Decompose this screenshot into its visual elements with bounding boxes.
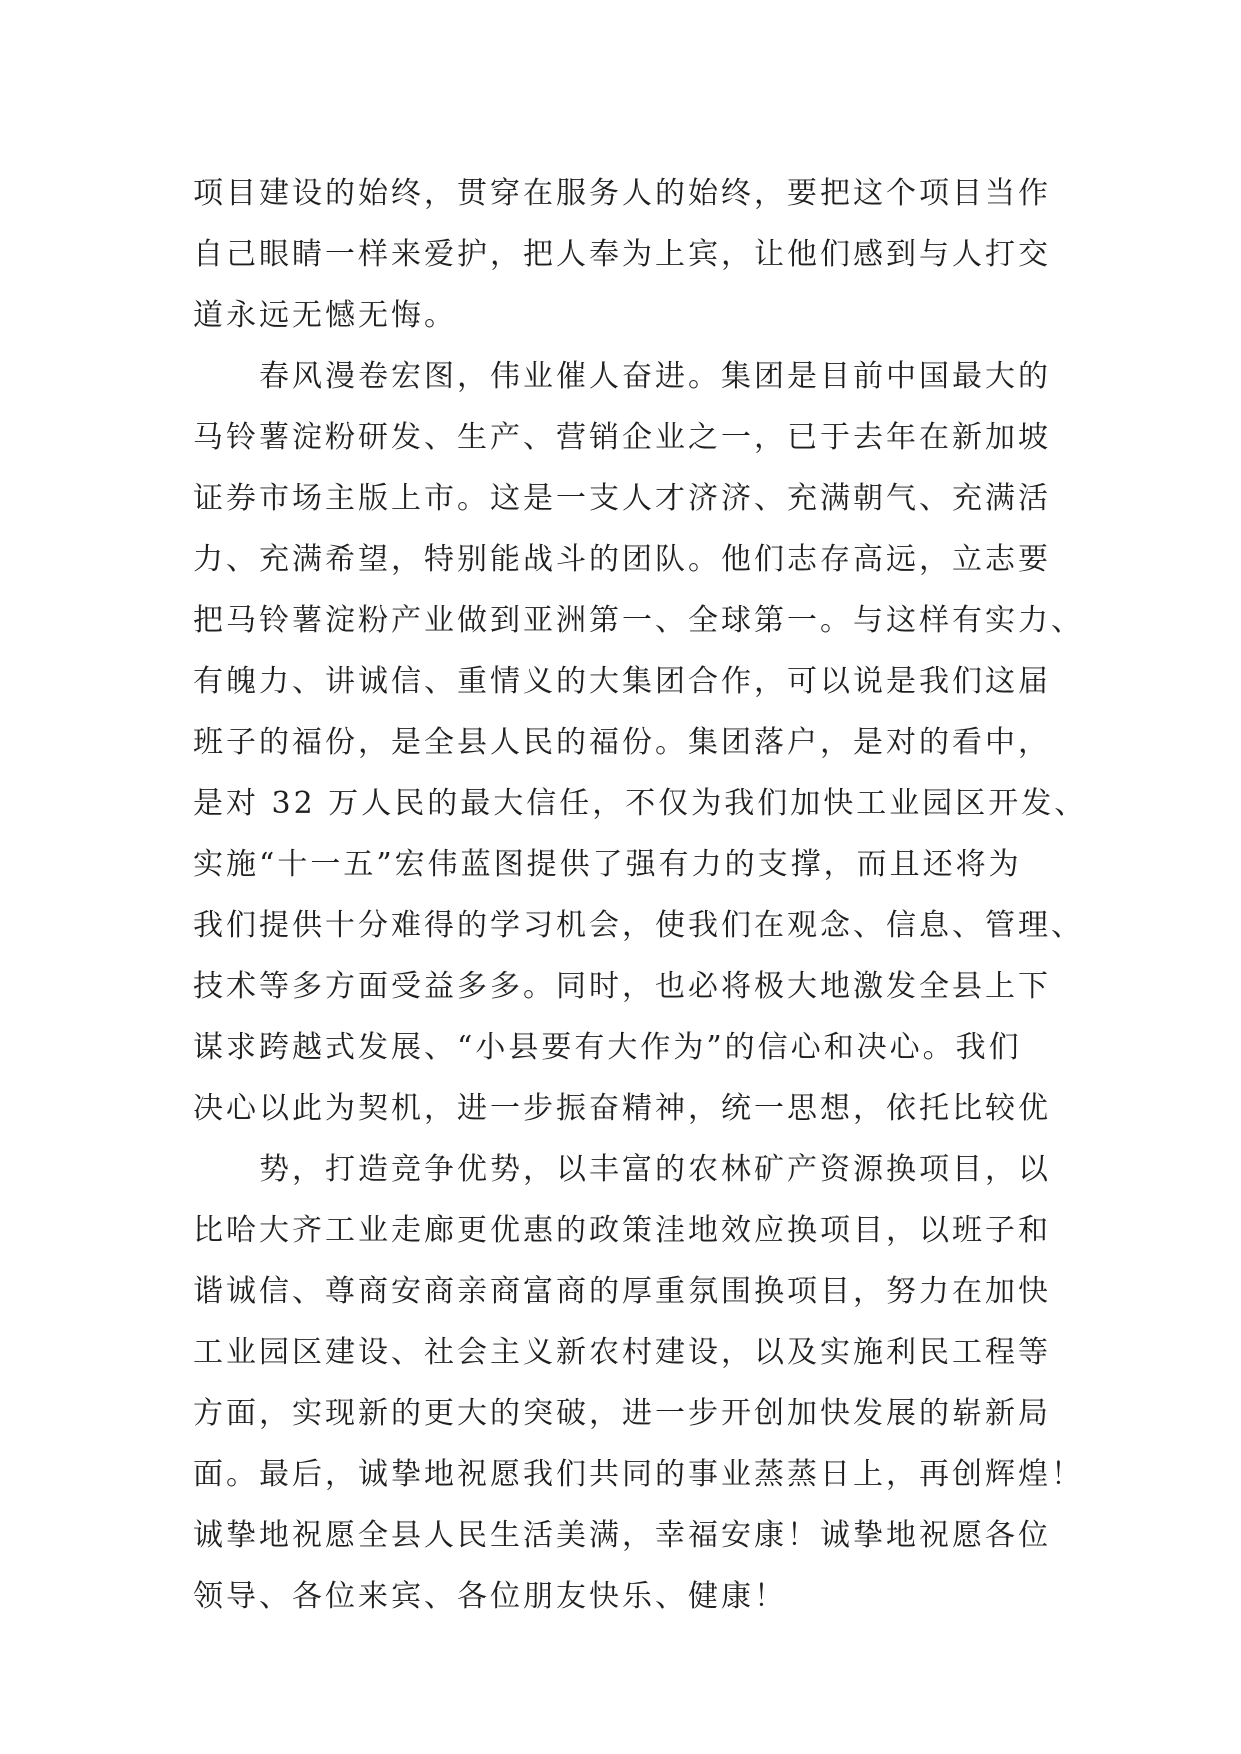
text-line: 领导、各位来宾、各位朋友快乐、健康！ bbox=[193, 1579, 787, 1614]
paragraph-first-line: 春风漫卷宏图，伟业催人奋进。集团是目前中国最大的 bbox=[259, 359, 1051, 394]
text-line: 项目建设的始终，贯穿在服务人的始终，要把这个项目当作 bbox=[193, 176, 1051, 211]
text-line: 诚挚地祝愿全县人民生活美满，幸福安康！诚挚地祝愿各位 bbox=[193, 1518, 1051, 1553]
text-line: 实施“十一五”宏伟蓝图提供了强有力的支撑，而且还将为 bbox=[193, 847, 1022, 882]
text-line: 力、充满希望，特别能战斗的团队。他们志存高远，立志要 bbox=[193, 542, 1051, 577]
text-line: 班子的福份，是全县人民的福份。集团落户，是对的看中， bbox=[193, 725, 1051, 760]
text-line: 马铃薯淀粉研发、生产、营销企业之一，已于去年在新加坡 bbox=[193, 420, 1051, 455]
text-line: 比哈大齐工业走廊更优惠的政策洼地效应换项目，以班子和 bbox=[193, 1213, 1051, 1248]
text-line: 自己眼睛一样来爱护，把人奉为上宾，让他们感到与人打交 bbox=[193, 237, 1051, 272]
body-text bbox=[193, 163, 1088, 1627]
text-line: 道永远无憾无悔。 bbox=[193, 298, 457, 333]
paragraph-first-line: 势，打造竞争优势，以丰富的农林矿产资源换项目，以 bbox=[259, 1152, 1051, 1187]
text-line: 证券市场主版上市。这是一支人才济济、充满朝气、充满活 bbox=[193, 481, 1051, 516]
text-line: 谋求跨越式发展、“小县要有大作为”的信心和决心。我们 bbox=[193, 1030, 1022, 1065]
text-line: 是对 32 万人民的最大信任，不仅为我们加快工业园区开发、 bbox=[193, 786, 1088, 821]
text-line: 我们提供十分难得的学习机会，使我们在观念、信息、管理、 bbox=[193, 908, 1084, 943]
text-line: 决心以此为契机，进一步振奋精神，统一思想，依托比较优 bbox=[193, 1091, 1051, 1126]
text-line: 方面，实现新的更大的突破，进一步开创加快发展的崭新局 bbox=[193, 1396, 1051, 1431]
text-line: 有魄力、讲诚信、重情义的大集团合作，可以说是我们这届 bbox=[193, 664, 1051, 699]
text-line: 面。最后，诚挚地祝愿我们共同的事业蒸蒸日上，再创辉煌！ bbox=[193, 1457, 1084, 1492]
text-line: 把马铃薯淀粉产业做到亚洲第一、全球第一。与这样有实力、 bbox=[193, 603, 1084, 638]
text-line: 技术等多方面受益多多。同时，也必将极大地激发全县上下 bbox=[193, 969, 1051, 1004]
text-line: 谐诚信、尊商安商亲商富商的厚重氛围换项目，努力在加快 bbox=[193, 1274, 1051, 1309]
text-line: 工业园区建设、社会主义新农村建设，以及实施利民工程等 bbox=[193, 1335, 1051, 1370]
